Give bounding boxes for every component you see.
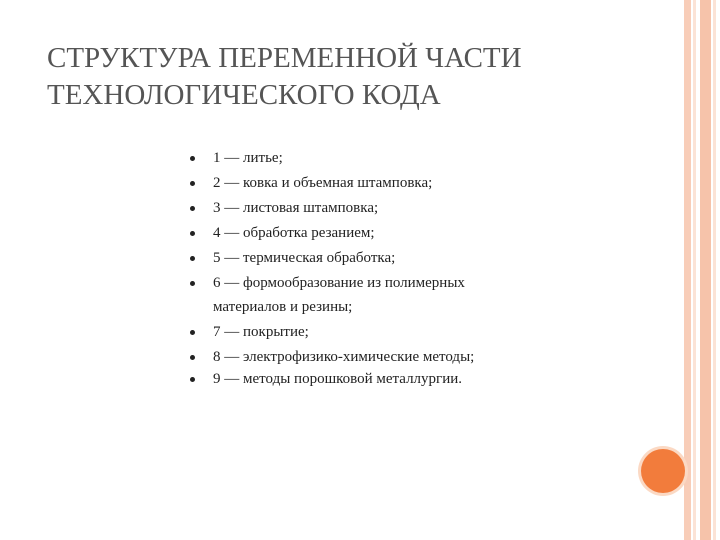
slide-title-line-2: ТЕХНОЛОГИЧЕСКОГО КОДА	[47, 79, 441, 111]
list-item-text: 2 — ковка и объемная штамповка;	[213, 175, 433, 191]
bullet-icon	[190, 231, 195, 236]
list-item-text: 6 — формообразование из полимерных материалов и резины;	[213, 275, 465, 315]
list-item-text: 5 — термическая обработка;	[213, 250, 396, 266]
list-item	[190, 196, 610, 220]
slide-title-line-1: СТРУКТУРА ПЕРЕМЕННОЙ ЧАСТИ	[47, 42, 522, 74]
bullet-icon	[190, 256, 195, 261]
list-item	[190, 345, 610, 369]
decorative-stripe	[693, 0, 696, 540]
slide-title	[47, 40, 667, 114]
list-item-text: 8 — электрофизико-химические методы;	[213, 349, 475, 365]
bullet-icon	[190, 281, 195, 286]
decorative-circle-icon	[641, 449, 685, 493]
list-item-text: 9 — методы порошковой металлургии.	[213, 371, 463, 387]
decorative-stripe	[713, 0, 716, 540]
list-item-text: 1 — литье;	[213, 150, 283, 166]
bullet-icon	[190, 355, 195, 360]
list-item	[190, 221, 610, 245]
bullet-list	[190, 146, 610, 392]
list-item-text: 7 — покрытие;	[213, 324, 309, 340]
list-item	[190, 246, 610, 270]
bullet-icon	[190, 330, 195, 335]
list-item	[190, 367, 610, 391]
decorative-stripe	[684, 0, 691, 540]
bullet-icon	[190, 156, 195, 161]
list-item	[190, 271, 610, 319]
list-item	[190, 171, 610, 195]
bullet-icon	[190, 377, 195, 382]
bullet-icon	[190, 181, 195, 186]
list-item	[190, 320, 610, 344]
list-item	[190, 146, 610, 170]
bullet-icon	[190, 206, 195, 211]
decorative-stripe	[700, 0, 711, 540]
list-item-text: 4 — обработка резанием;	[213, 225, 375, 241]
list-item-text: 3 — листовая штамповка;	[213, 200, 379, 216]
